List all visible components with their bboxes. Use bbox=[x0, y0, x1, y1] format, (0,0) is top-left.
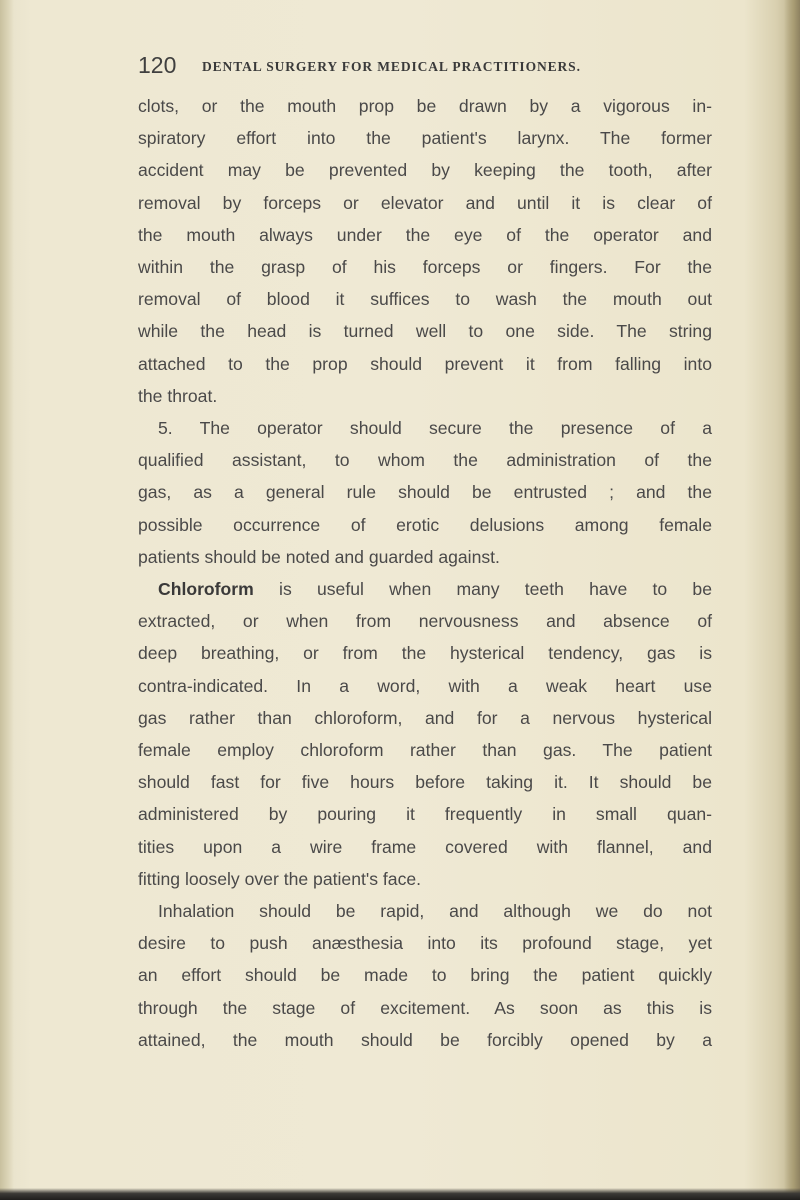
paragraph-chloroform-first-line bbox=[138, 573, 712, 605]
text-line: Inhalation should be rapid, and although we do not bbox=[158, 901, 712, 922]
page-number: 120 bbox=[138, 52, 177, 78]
text-line: fitting loosely over the patient's face. bbox=[138, 868, 422, 889]
running-head: DENTAL SURGERY FOR MEDICAL PRACTITIONERS. bbox=[202, 59, 581, 74]
text-line: extracted, or when from nervousness and absence of bbox=[138, 611, 712, 632]
text-line: gas, as a general rule should be entrusted ; and the bbox=[138, 482, 712, 503]
text-line: deep breathing, or from the hysterical tendency, gas is bbox=[138, 643, 712, 664]
text-line: should fast for five hours before taking it. It should be bbox=[138, 772, 712, 793]
text-line: administered by pouring it frequently in small quan- bbox=[138, 804, 712, 825]
text-line: gas rather than chloroform, and for a nervous hysterical bbox=[138, 707, 712, 728]
text-line: accident may be prevented by keeping the tooth, after bbox=[138, 160, 712, 181]
text-line: through the stage of excitement. As soon as this is bbox=[138, 997, 712, 1018]
text-line: female employ chloroform rather than gas. The patient bbox=[138, 740, 712, 761]
text-line: qualified assistant, to whom the administration of the bbox=[138, 450, 712, 471]
body-text bbox=[138, 90, 712, 1056]
text-line: clots, or the mouth prop be drawn by a vigorous in- bbox=[138, 96, 712, 116]
text-line: within the grasp of his forceps or fingers. For the bbox=[138, 257, 712, 278]
text-line: the mouth always under the eye of the operator and bbox=[138, 224, 712, 245]
page-bottom-edge bbox=[0, 1188, 800, 1200]
text-line: spiratory effort into the patient's larynx. The former bbox=[138, 128, 712, 149]
text-line: patients should be noted and guarded against. bbox=[138, 546, 500, 567]
page-header bbox=[138, 52, 698, 82]
page-edge-shadow bbox=[784, 0, 800, 1200]
text-line: while the head is turned well to one side. The string bbox=[138, 321, 712, 342]
text-line: possible occurrence of erotic delusions among female bbox=[138, 514, 712, 535]
chloroform-heading: Chloroform bbox=[158, 579, 254, 600]
text-line: contra-indicated. In a word, with a weak heart use bbox=[138, 675, 712, 696]
text-line-rest: is useful when many teeth have to be bbox=[279, 579, 712, 600]
text-line: attached to the prop should prevent it from falling into bbox=[138, 353, 712, 374]
text-line: 5. The operator should secure the presence of a bbox=[158, 418, 712, 439]
text-line: the throat. bbox=[138, 385, 218, 406]
binding-gutter bbox=[0, 0, 14, 1200]
text-line: an effort should be made to bring the patient quickly bbox=[138, 965, 712, 986]
text-line: attained, the mouth should be forcibly opened by a bbox=[138, 1029, 712, 1050]
text-line: removal by forceps or elevator and until it is clear of bbox=[138, 192, 712, 213]
text-line: desire to push anæsthesia into its profound stage, yet bbox=[138, 933, 712, 954]
text-line: tities upon a wire frame covered with flannel, and bbox=[138, 836, 712, 857]
text-line: removal of blood it suffices to wash the mouth out bbox=[138, 289, 712, 310]
